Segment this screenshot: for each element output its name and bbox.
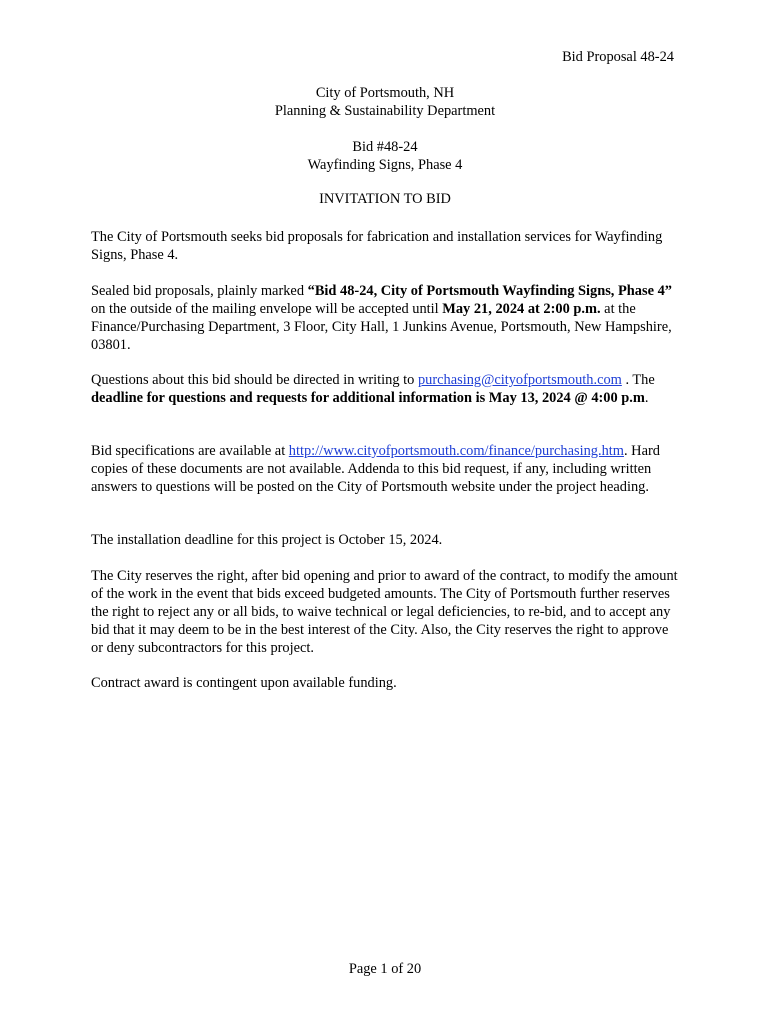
questions-text (91, 371, 683, 407)
intro-text: The City of Portsmouth seeks bid proposals for fabrication and installation services for Wayfinding Signs, Phase 4. (91, 229, 663, 263)
title-city: City of Portsmouth, NH (315, 85, 455, 101)
sealed-bids-part-c: on the outside of the mailing envelope will be accepted until (91, 301, 443, 317)
installation-deadline-text: The installation deadline for this project is October 15, 2024. (91, 532, 443, 548)
specifications-part-a: Bid specifications are available at (91, 443, 289, 459)
title-bid-number: Bid #48-24 (352, 139, 418, 155)
paragraph-contract-award (91, 674, 683, 692)
invitation-heading: INVITATION TO BID (319, 191, 451, 207)
bid-due-date: May 21, 2024 at 2:00 p.m. (442, 301, 601, 317)
paragraph-city-reserves (91, 567, 683, 657)
paragraph-intro (91, 228, 683, 264)
bid-marking: “Bid 48-24, City of Portsmouth Wayfinding Signs, Phase 4” (307, 283, 672, 299)
sealed-bids-text (91, 282, 683, 354)
purchasing-url-link[interactable]: http://www.cityofportsmouth.com/finance/purchasing.htm (288, 443, 624, 459)
page-number: Page 1 of 20 (348, 961, 422, 977)
questions-part-b: . The (621, 372, 655, 388)
paragraph-sealed-bids (91, 282, 683, 354)
questions-deadline: deadline for questions and requests for additional information is May 13, 2024 @ 4:00 p.m (91, 390, 645, 406)
sealed-bids-part-e: at the Finance/Purchasing Department, 3 Floor, City Hall, 1 Junkins Avenue, Portsmouth, New Hampshire, 03801. (91, 301, 672, 353)
city-reserves-text: The City reserves the right, after bid opening and prior to award of the contract, to modify the amount of the work in the event that bids exceed budgeted amounts. The City of Portsmouth further reserves the right to reject any or all bids, to waive technical or legal deficiencies, to re-bid, and to accept any bid that it may deem to be in the best interest of the City. Also, the City reserves the right to approve or deny subcontractors for this project. (91, 568, 678, 656)
sealed-bids-part-a: Sealed bid proposals, plainly marked (91, 283, 308, 299)
paragraph-questions (91, 371, 683, 407)
paragraph-installation-deadline (91, 531, 683, 549)
title-department: Planning & Sustainability Department (274, 103, 496, 119)
contract-award-text: Contract award is contingent upon available funding. (91, 675, 397, 691)
paragraph-specifications (91, 442, 683, 496)
specifications-part-b: . Hard copies of these documents are not available. Addenda to this bid request, if any, including written answers to questions will be posted on the City of Portsmouth website under the project heading. (91, 443, 660, 495)
specifications-text (91, 442, 683, 496)
title-project: Wayfinding Signs, Phase 4 (307, 157, 463, 173)
purchasing-email-link[interactable]: purchasing@cityofportsmouth.com (417, 372, 622, 388)
bid-proposal-header: Bid Proposal 48-24 (562, 49, 674, 65)
questions-part-a: Questions about this bid should be directed in writing to (91, 372, 418, 388)
questions-part-d: . (644, 390, 649, 406)
